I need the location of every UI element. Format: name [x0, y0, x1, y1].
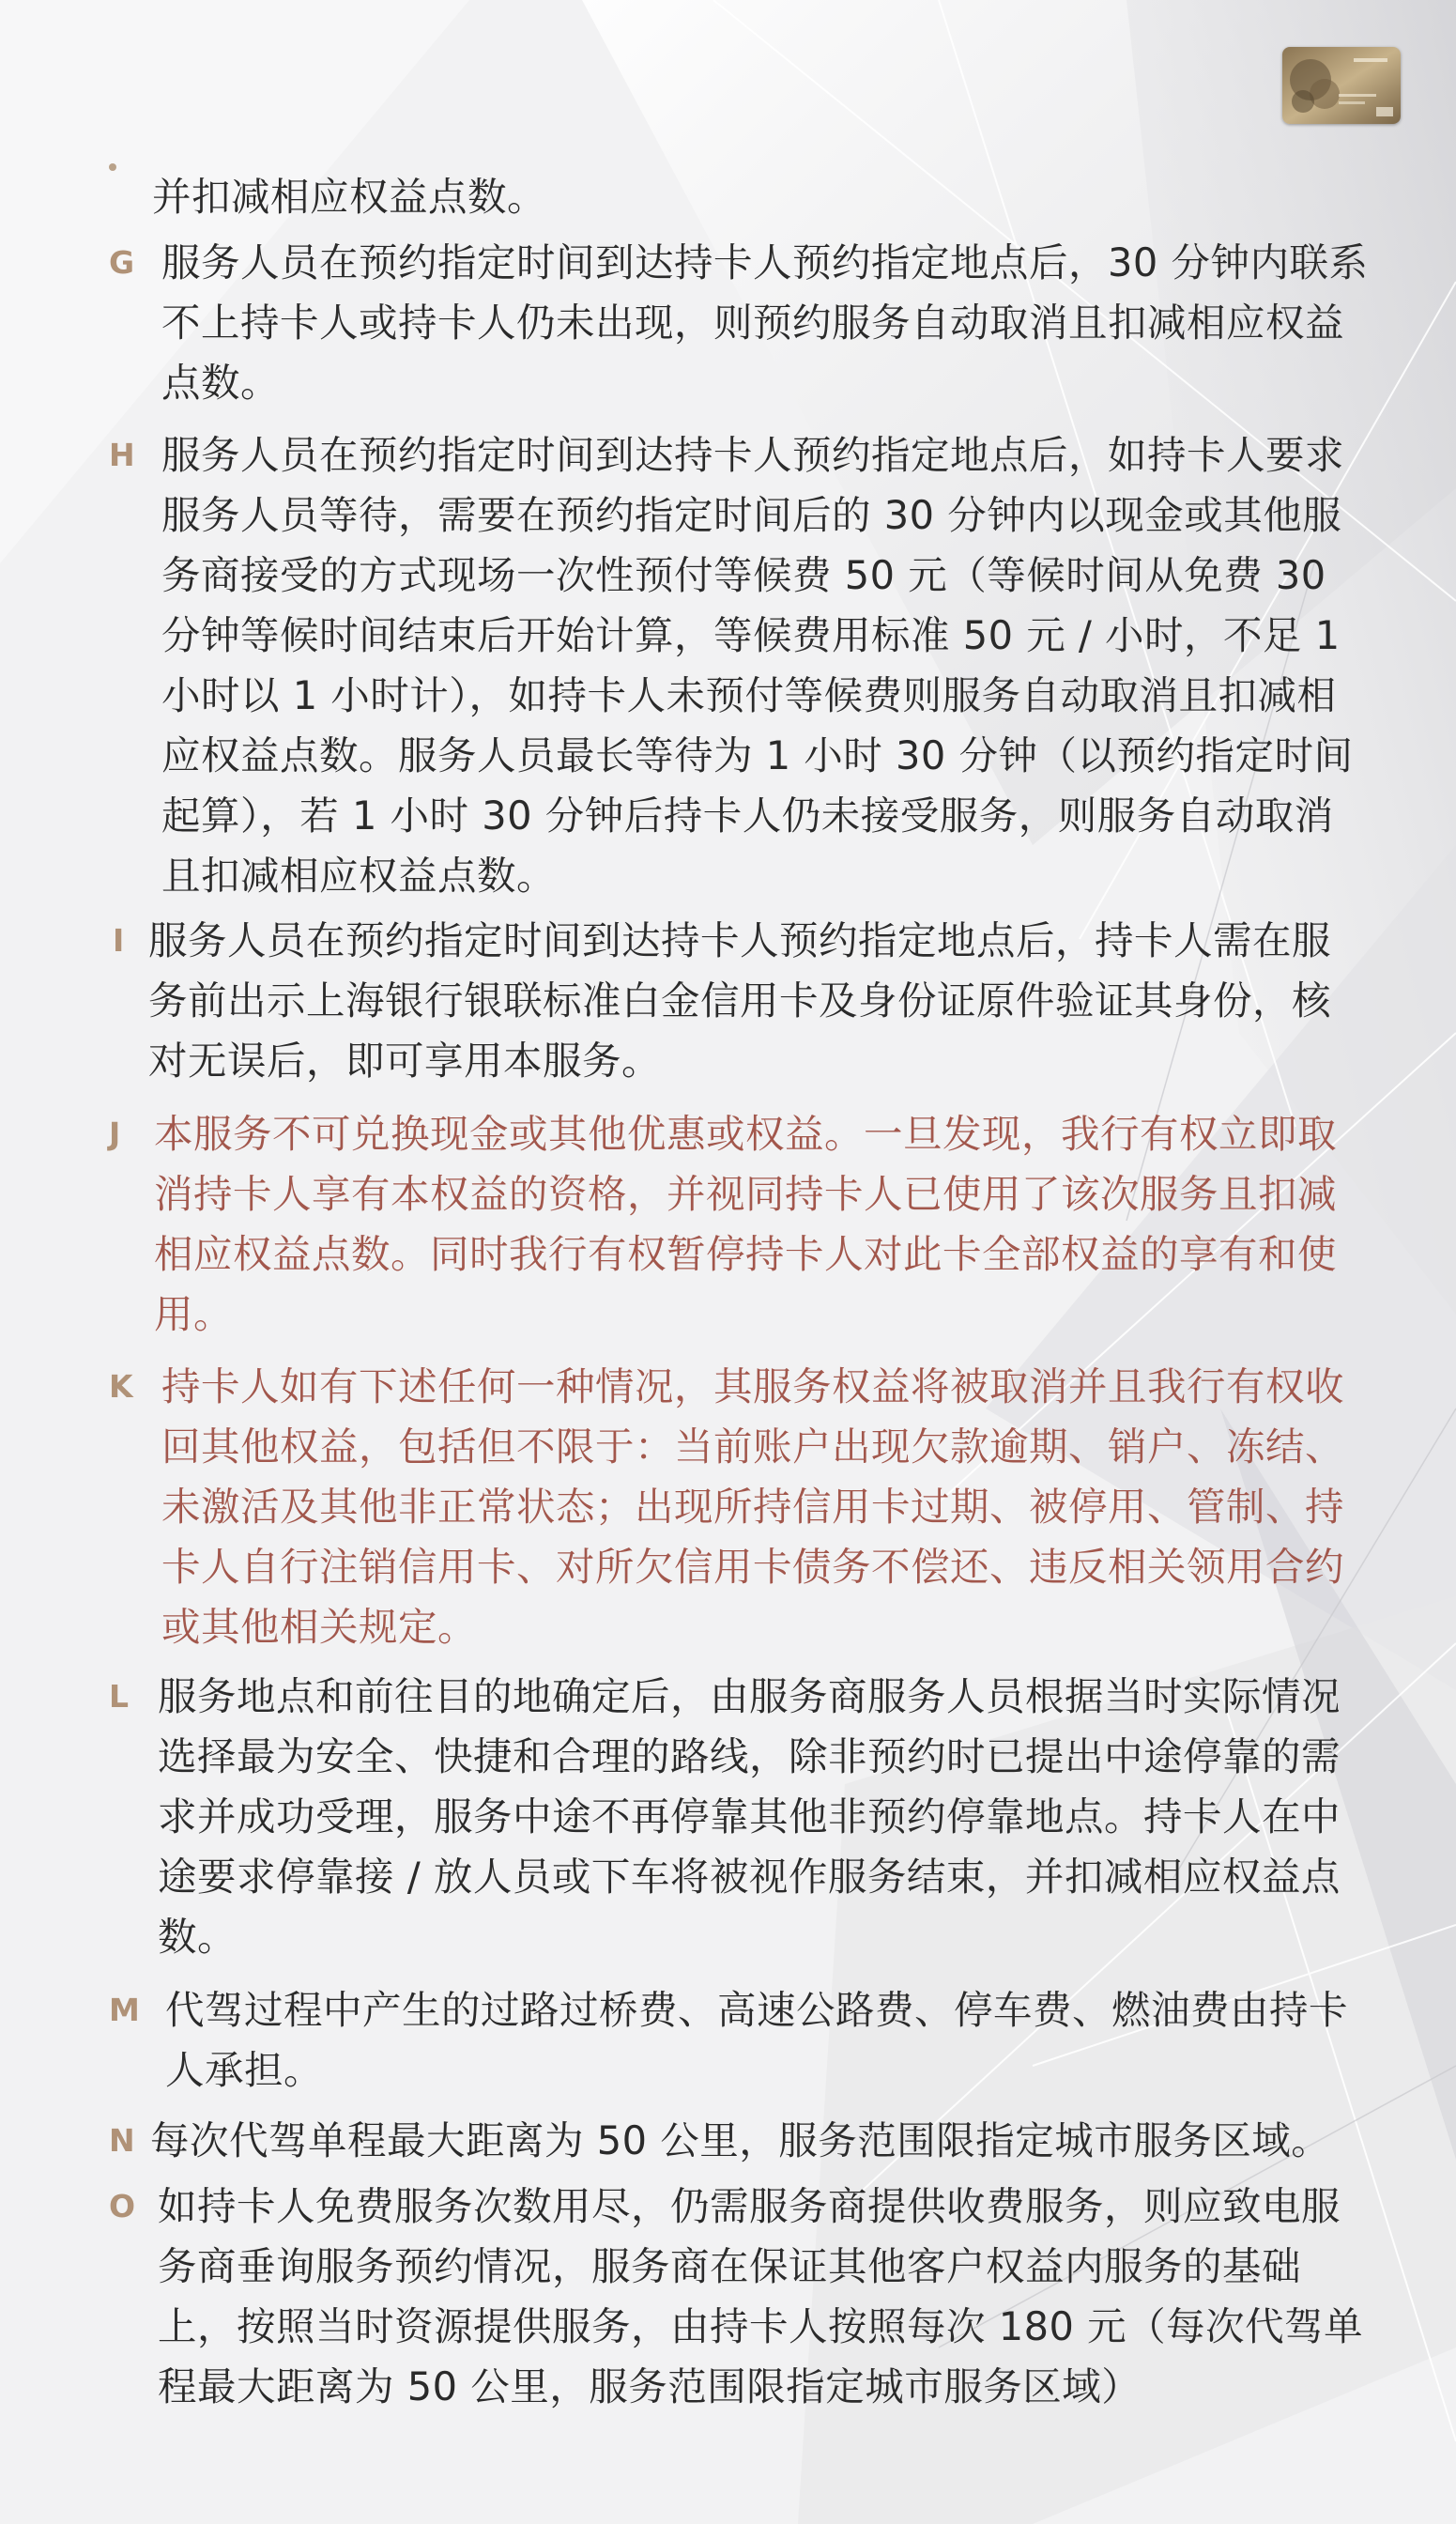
item-text: 服务人员在预约指定时间到达持卡人预约指定地点后，如持卡人要求服务人员等待，需要在预约指定时间后的 30 分钟内以现金或其他服务商接受的方式现场一次性预付等候费 50 元（等候时间从免费 30 分钟等候时间结束后开始计算，等候费用标准 50 元 / 小时，不足 1 小时以 1 小时计），如持卡人未预付等候费则服务自动取消且扣减相应权益点数。服务人员最长等待为 1 小时 30 分钟（以预约指定时间起算），若 1 小时 30 分钟后持卡人仍未接受服务，则服务自动取消且扣减相应权益点数。	[161, 432, 1354, 899]
item-text: 代驾过程中产生的过路过桥费、高速公路费、停车费、燃油费由持卡人承担。	[165, 1987, 1349, 2093]
item-letter: I	[113, 922, 125, 959]
intro-continuation: 并扣减相应权益点数。	[152, 174, 547, 220]
item-text: 本服务不可兑换现金或其他优惠或权益。一旦发现，我行有权立即取消持卡人享有本权益的资格，并视同持卡人已使用了该次服务且扣减相应权益点数。同时我行有权暂停持卡人对此卡全部权益的享有和使用。	[154, 1111, 1338, 1337]
item-letter: M	[109, 1992, 140, 2028]
item-letter: G	[109, 244, 135, 281]
item-letter: N	[109, 2122, 135, 2159]
item-letter: K	[109, 1368, 133, 1405]
item-letter: J	[109, 1116, 121, 1152]
item-text: 如持卡人免费服务次数用尽，仍需服务商提供收费服务，则应致电服务商垂询服务预约情况，服务商在保证其他客户权益内服务的基础上，按照当时资源提供服务，由持卡人按照每次 180 元（每次代驾单程最大距离为 50 公里，服务范围限指定城市服务区域）	[158, 2183, 1364, 2409]
item-text: 服务人员在预约指定时间到达持卡人预约指定地点后，30 分钟内联系不上持卡人或持卡人仍未出现，则预约服务自动取消且扣减相应权益点数。	[161, 239, 1369, 406]
item-letter: H	[109, 437, 135, 473]
item-letter: L	[109, 1678, 130, 1715]
item-text: 服务地点和前往目的地确定后，由服务商服务人员根据当时实际情况选择最为安全、快捷和合理的路线，除非预约时已提出中途停靠的需求并成功受理，服务中途不再停靠其他非预约停靠地点。持卡人在中途要求停靠接 / 放人员或下车将被视作服务结束，并扣减相应权益点数。	[158, 1673, 1341, 1960]
item-text: 每次代驾单程最大距离为 50 公里，服务范围限指定城市服务区域。	[150, 2117, 1331, 2163]
item-text: 服务人员在预约指定时间到达持卡人预约指定地点后，持卡人需在服务前出示上海银行银联标准白金信用卡及身份证原件验证其身份，核对无误后，即可享用本服务。	[148, 917, 1332, 1084]
platinum-credit-card-icon	[1282, 47, 1401, 124]
item-letter: O	[109, 2188, 136, 2224]
bullet-dot	[109, 163, 116, 171]
item-text: 持卡人如有下述任何一种情况，其服务权益将被取消并且我行有权收回其他权益，包括但不限于：当前账户出现欠款逾期、销户、冻结、未激活及其他非正常状态；出现所持信用卡过期、被停用、管制、持卡人自行注销信用卡、对所欠信用卡债务不偿还、违反相关领用合约或其他相关规定。	[161, 1363, 1345, 1650]
